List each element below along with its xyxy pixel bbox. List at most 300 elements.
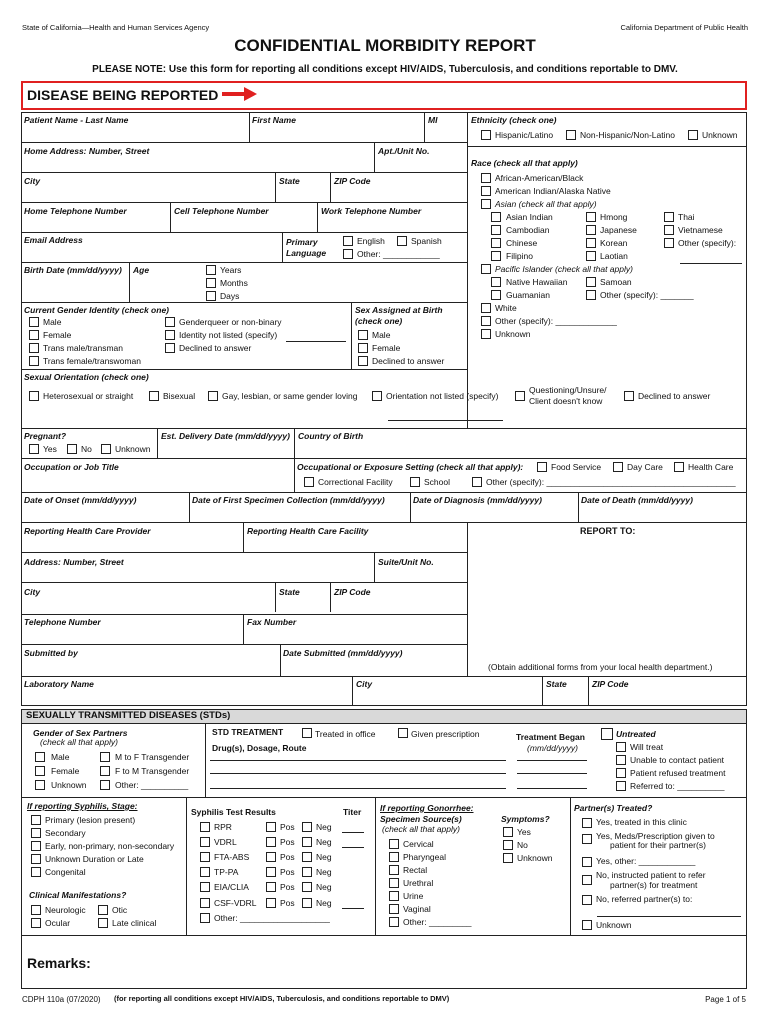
test-pos-checkbox[interactable] (266, 882, 276, 892)
report-to-label: REPORT TO: (580, 526, 636, 536)
test-pos-label: Pos (280, 882, 295, 892)
race-opt: Other (specify): _____________ (495, 316, 617, 326)
setting-checkbox[interactable] (472, 477, 482, 487)
pt-opt: Unknown (596, 920, 632, 930)
pi-opt: Native Hawaiian (506, 277, 568, 287)
gender-checkbox[interactable] (29, 330, 39, 340)
provider-state-label: State (279, 587, 300, 597)
primary-language-label: Language (286, 248, 327, 258)
race-opt: Asian (check all that apply) (495, 199, 597, 209)
syphilis-stage-title: If reporting Syphilis, Stage: (27, 801, 138, 811)
setting-opt: Health Care (688, 462, 734, 472)
clinical-checkbox[interactable] (98, 918, 108, 928)
ethnicity-opt: Hispanic/Latino (495, 130, 554, 140)
titer-field[interactable] (342, 908, 364, 909)
clinical-checkbox[interactable] (31, 905, 41, 915)
gono-opt: Urine (403, 891, 424, 901)
syphilis-stage-checkbox[interactable] (31, 815, 41, 825)
address-label: Home Address: Number, Street (24, 146, 150, 156)
cell-tel-label: Cell Telephone Number (174, 206, 269, 216)
gono-checkbox[interactable] (389, 904, 399, 914)
orientation-checkbox[interactable] (149, 391, 159, 401)
sex-opt: Declined to answer (372, 356, 445, 366)
syphilis-stage-checkbox[interactable] (31, 841, 41, 851)
gono-opt: Urethral (403, 878, 434, 888)
setting-opt: Day Care (627, 462, 663, 472)
clinical-checkbox[interactable] (31, 918, 41, 928)
remarks-label: Remarks: (27, 955, 91, 971)
asian-checkbox[interactable] (491, 212, 501, 222)
pregnant-checkbox[interactable] (67, 444, 77, 454)
asian-checkbox[interactable] (586, 225, 596, 235)
lang-opt: Spanish (411, 236, 442, 246)
pt-opt: patient for their partner(s) (610, 840, 706, 850)
given-rx-label: Given prescription (411, 729, 480, 739)
symptom-opt: No (517, 840, 528, 850)
footer-note: (for reporting all conditions except HIV/AIDS, Tuberculosis, and conditions reportable to DMV) (114, 994, 450, 1003)
gender-checkbox[interactable] (165, 343, 175, 353)
untreated-label: Untreated (616, 729, 656, 739)
provider-address-label: Address: Number, Street (24, 557, 124, 567)
clinical-opt: Late clinical (112, 918, 157, 928)
race-aa-checkbox[interactable] (481, 173, 491, 183)
symptom-checkbox[interactable] (503, 827, 513, 837)
pregnant-opt: No (81, 444, 92, 454)
gender-checkbox[interactable] (165, 330, 175, 340)
orientation-checkbox[interactable] (208, 391, 218, 401)
test-checkbox[interactable] (200, 822, 210, 832)
apt-label: Apt./Unit No. (378, 146, 430, 156)
asian-checkbox[interactable] (491, 238, 501, 248)
untreated-opt: Will treat (630, 742, 664, 752)
sex-opt: Female (372, 343, 401, 353)
gono-checkbox[interactable] (389, 917, 399, 927)
sex-opt: Male (372, 330, 391, 340)
untreated-opt: Patient refused treatment (630, 768, 726, 778)
asian-opt: Asian Indian (506, 212, 553, 222)
setting-label: Occupational or Exposure Setting (check all that apply): (297, 462, 524, 472)
pt-opt: Yes, treated in this clinic (596, 817, 687, 827)
gono-opt: Rectal (403, 865, 428, 875)
test-pos-label: Pos (280, 837, 295, 847)
onset-label: Date of Onset (mm/dd/yyyy) (24, 495, 137, 505)
test-checkbox[interactable] (200, 882, 210, 892)
test-neg-checkbox[interactable] (302, 867, 312, 877)
disease-label: DISEASE BEING REPORTED (27, 87, 219, 103)
clinical-opt: Neurologic (45, 905, 86, 915)
symptom-checkbox[interactable] (503, 840, 513, 850)
syphilis-stage-opt: Congenital (45, 867, 86, 877)
gender-checkbox[interactable] (29, 317, 39, 327)
test-neg-checkbox[interactable] (302, 882, 312, 892)
provider-fax-label: Fax Number (247, 617, 297, 627)
race-white-checkbox[interactable] (481, 303, 491, 313)
gender-checkbox[interactable] (29, 356, 39, 366)
state-label: State (279, 176, 300, 186)
asian-checkbox[interactable] (586, 212, 596, 222)
test-neg-label: Neg (316, 837, 332, 847)
lab-state-label: State (546, 679, 567, 689)
lang-opt: Other: ____________ (357, 249, 440, 259)
pt-opt: No, referred partner(s) to: (596, 894, 693, 904)
race-opt: Unknown (495, 329, 531, 339)
test-neg-checkbox[interactable] (302, 852, 312, 862)
partner-opt: Female (51, 766, 80, 776)
setting-opt: School (424, 477, 450, 487)
asian-opt: Thai (678, 212, 695, 222)
test-neg-label: Neg (316, 822, 332, 832)
sex-checkbox[interactable] (358, 330, 368, 340)
pt-opt: No, instructed patient to refer (596, 870, 706, 880)
orientation-title: Sexual Orientation (check one) (24, 372, 149, 382)
lang-opt: English (357, 236, 385, 246)
partner-checkbox[interactable] (100, 780, 110, 790)
race-opt: Pacific Islander (check all that apply) (495, 264, 633, 274)
asian-opt: Chinese (506, 238, 538, 248)
sex-title: Sex Assigned at Birth (355, 305, 443, 315)
treatment-began-label: Treatment Began (516, 732, 585, 742)
test-pos-label: Pos (280, 852, 295, 862)
test-pos-checkbox[interactable] (266, 822, 276, 832)
setting-checkbox[interactable] (537, 462, 547, 472)
last-name-label: Patient Name - Last Name (24, 115, 129, 125)
asian-opt: Other (specify): (678, 238, 737, 248)
pi-checkbox[interactable] (491, 290, 501, 300)
lang-spanish-checkbox[interactable] (397, 236, 407, 246)
provider-city-label: City (24, 587, 41, 597)
symptom-opt: Yes (517, 827, 531, 837)
pt-checkbox[interactable] (582, 875, 592, 885)
gono-checkbox[interactable] (389, 878, 399, 888)
test-pos-checkbox[interactable] (266, 867, 276, 877)
given-rx-checkbox[interactable] (398, 728, 408, 738)
ethnicity-title: Ethnicity (check one) (471, 115, 557, 125)
sex-title: (check one) (355, 316, 403, 326)
age-months-checkbox[interactable] (206, 278, 216, 288)
occupation-label: Occupation or Job Title (24, 462, 119, 472)
page-number: Page 1 of 5 (705, 995, 746, 1004)
pt-checkbox[interactable] (582, 818, 592, 828)
asian-opt: Cambodian (506, 225, 550, 235)
syphilis-stage-checkbox[interactable] (31, 867, 41, 877)
age-years-checkbox[interactable] (206, 265, 216, 275)
test-pos-label: Pos (280, 867, 295, 877)
syphilis-stage-opt: Secondary (45, 828, 86, 838)
agency-left: State of California—Health and Human Services Agency (22, 23, 210, 32)
untreated-opt: Referred to: __________ (630, 781, 725, 791)
partner-checkbox[interactable] (100, 766, 110, 776)
test-checkbox[interactable] (200, 852, 210, 862)
partner-checkbox[interactable] (35, 766, 45, 776)
pregnant-opt: Yes (43, 444, 57, 454)
untreated-opt-checkbox[interactable] (616, 768, 626, 778)
test-checkbox[interactable] (200, 867, 210, 877)
orientation-opt: Client doesn't know (529, 396, 603, 406)
partners-treated-title: Partner(s) Treated? (574, 803, 653, 813)
race-opt: African-American/Black (495, 173, 584, 183)
orientation-opt: Orientation not listed (specify) (386, 391, 499, 401)
age-unit: Days (220, 291, 240, 301)
titer-label: Titer (343, 807, 362, 817)
test-name: EIA/CLIA (214, 882, 249, 892)
pregnant-opt: Unknown (115, 444, 151, 454)
orientation-checkbox[interactable] (29, 391, 39, 401)
partner-opt: M to F Transgender (115, 752, 190, 762)
test-pos-checkbox[interactable] (266, 898, 276, 908)
orientation-checkbox[interactable] (624, 391, 634, 401)
gender-opt: Trans male/transman (43, 343, 123, 353)
setting-opt: Food Service (551, 462, 602, 472)
pt-opt: Yes, Meds/Prescription given to (596, 831, 715, 841)
untreated-opt: Unable to contact patient (630, 755, 725, 765)
first-name-label: First Name (252, 115, 296, 125)
partner-opt: F to M Transgender (115, 766, 190, 776)
form-code: CDPH 110a (07/2020) (22, 995, 101, 1004)
race-opt: American Indian/Alaska Native (495, 186, 611, 196)
drugs-label: Drug(s), Dosage, Route (212, 743, 307, 753)
test-name: RPR (214, 822, 232, 832)
clinical-opt: Otic (112, 905, 128, 915)
symptom-checkbox[interactable] (503, 853, 513, 863)
form-title: CONFIDENTIAL MORBIDITY REPORT (234, 36, 536, 55)
agency-right: California Department of Public Health (620, 23, 748, 32)
gono-checkbox[interactable] (389, 891, 399, 901)
specimen-label: Date of First Specimen Collection (mm/dd/yyyy) (192, 495, 385, 505)
test-pos-checkbox[interactable] (266, 852, 276, 862)
treated-office-checkbox[interactable] (302, 728, 312, 738)
test-checkbox[interactable] (200, 898, 210, 908)
gono-opt: Cervical (403, 839, 434, 849)
age-label: Age (133, 265, 150, 275)
pi-checkbox[interactable] (586, 277, 596, 287)
treatment-title: STD TREATMENT (212, 727, 284, 737)
pregnant-checkbox[interactable] (101, 444, 111, 454)
std-title: SEXUALLY TRANSMITTED DISEASES (STDs) (26, 710, 231, 721)
suite-label: Suite/Unit No. (378, 557, 434, 567)
test-checkbox[interactable] (200, 837, 210, 847)
gender-opt: Declined to answer (179, 343, 252, 353)
sex-checkbox[interactable] (358, 343, 368, 353)
pt-opt: Yes, other: ____________ (596, 856, 696, 866)
orientation-opt: Questioning/Unsure/ (529, 385, 607, 395)
ethnicity-nonhispanic-checkbox[interactable] (566, 130, 576, 140)
gono-opt: Other: _________ (403, 917, 472, 927)
titer-field[interactable] (342, 832, 364, 833)
gender-title: Current Gender Identity (check one) (24, 305, 169, 315)
test-neg-checkbox[interactable] (302, 898, 312, 908)
partner-opt: Other: __________ (115, 780, 189, 790)
city-label: City (24, 176, 41, 186)
gender-opt: Identity not listed (specify) (179, 330, 278, 340)
tests-title: Syphilis Test Results (191, 807, 276, 817)
ethnicity-opt: Non-Hispanic/Non-Latino (580, 130, 675, 140)
lang-other-checkbox[interactable] (343, 249, 353, 259)
pt-checkbox[interactable] (582, 834, 592, 844)
sex-checkbox[interactable] (358, 356, 368, 366)
birth-date-label: Birth Date (mm/dd/yyyy) (24, 265, 122, 275)
age-unit: Years (220, 265, 242, 275)
provider-zip-label: ZIP Code (334, 587, 371, 597)
syphilis-stage-checkbox[interactable] (31, 854, 41, 864)
pi-checkbox[interactable] (586, 290, 596, 300)
delivery-label: Est. Delivery Date (mm/dd/yyyy) (161, 431, 290, 441)
race-title: Race (check all that apply) (471, 158, 578, 168)
lab-label: Laboratory Name (24, 679, 94, 689)
lang-english-checkbox[interactable] (343, 236, 353, 246)
test-name: VDRL (214, 837, 237, 847)
gender-checkbox[interactable] (29, 343, 39, 353)
ethnicity-opt: Unknown (702, 130, 738, 140)
lab-zip-label: ZIP Code (592, 679, 629, 689)
test-name: TP-PA (214, 867, 239, 877)
age-days-checkbox[interactable] (206, 291, 216, 301)
pi-opt: Samoan (600, 277, 632, 287)
work-tel-label: Work Telephone Number (321, 206, 422, 216)
race-ai-checkbox[interactable] (481, 186, 491, 196)
orientation-opt: Gay, lesbian, or same gender loving (222, 391, 358, 401)
syphilis-stage-opt: Unknown Duration or Late (45, 854, 144, 864)
asian-checkbox[interactable] (586, 251, 596, 261)
gono-checkbox[interactable] (389, 839, 399, 849)
asian-opt: Filipino (506, 251, 533, 261)
age-unit: Months (220, 278, 248, 288)
untreated-opt-checkbox[interactable] (616, 742, 626, 752)
asian-opt: Korean (600, 238, 628, 248)
setting-checkbox[interactable] (613, 462, 623, 472)
test-pos-checkbox[interactable] (266, 837, 276, 847)
pregnant-title: Pregnant? (24, 431, 67, 441)
asian-checkbox[interactable] (491, 225, 501, 235)
titer-field[interactable] (342, 847, 364, 848)
setting-opt: Correctional Facility (318, 477, 393, 487)
lab-city-label: City (356, 679, 373, 689)
pt-checkbox[interactable] (582, 895, 592, 905)
orientation-checkbox[interactable] (372, 391, 382, 401)
race-other-checkbox[interactable] (481, 316, 491, 326)
untreated-checkbox[interactable] (601, 728, 613, 740)
clinical-checkbox[interactable] (98, 905, 108, 915)
gono-sub: (check all that apply) (382, 824, 460, 834)
test-pos-label: Pos (280, 822, 295, 832)
gender-opt: Female (43, 330, 72, 340)
partner-checkbox[interactable] (100, 752, 110, 762)
facility-label: Reporting Health Care Facility (247, 526, 369, 536)
test-neg-label: Neg (316, 882, 332, 892)
pi-opt: Other (specify): _______ (600, 290, 694, 300)
pi-checkbox[interactable] (491, 277, 501, 287)
date-submitted-label: Date Submitted (mm/dd/yyyy) (283, 648, 403, 658)
setting-checkbox[interactable] (674, 462, 684, 472)
test-neg-label: Neg (316, 898, 332, 908)
race-opt: White (495, 303, 517, 313)
gono-opt: Vaginal (403, 904, 431, 914)
diagnosis-label: Date of Diagnosis (mm/dd/yyyy) (413, 495, 542, 505)
gono-checkbox[interactable] (389, 852, 399, 862)
birth-country-label: Country of Birth (298, 431, 364, 441)
partner-checkbox[interactable] (35, 780, 45, 790)
email-label: Email Address (24, 235, 83, 245)
pt-checkbox[interactable] (582, 857, 592, 867)
syphilis-stage-opt: Early, non-primary, non-secondary (45, 841, 175, 851)
asian-checkbox[interactable] (586, 238, 596, 248)
setting-checkbox[interactable] (410, 477, 420, 487)
pt-opt: partner(s) for treatment (610, 880, 698, 890)
test-name: CSF-VDRL (214, 898, 257, 908)
test-neg-checkbox[interactable] (302, 837, 312, 847)
pregnant-checkbox[interactable] (29, 444, 39, 454)
treatment-began-sub: (mm/dd/yyyy) (527, 743, 578, 753)
syphilis-stage-checkbox[interactable] (31, 828, 41, 838)
zip-label: ZIP Code (334, 176, 371, 186)
orientation-opt: Heterosexual or straight (43, 391, 134, 401)
test-neg-label: Neg (316, 852, 332, 862)
race-asian-checkbox[interactable] (481, 199, 491, 209)
syphilis-stage-opt: Primary (lesion present) (45, 815, 136, 825)
partners-sub: (check all that apply) (40, 737, 118, 747)
pt-checkbox[interactable] (582, 920, 592, 930)
gono-checkbox[interactable] (389, 865, 399, 875)
ethnicity-hispanic-checkbox[interactable] (481, 130, 491, 140)
setting-checkbox[interactable] (304, 477, 314, 487)
asian-checkbox[interactable] (664, 225, 674, 235)
orientation-opt: Declined to answer (638, 391, 711, 401)
gono-opt: Pharyngeal (403, 852, 447, 862)
asian-checkbox[interactable] (491, 251, 501, 261)
gender-checkbox[interactable] (165, 317, 175, 327)
home-tel-label: Home Telephone Number (24, 206, 127, 216)
form-note: PLEASE NOTE: Use this form for reporting all conditions except HIV/AIDS, Tuberculosis, and conditions reportable to DMV. (92, 64, 678, 75)
mi-label: MI (428, 115, 438, 125)
partner-opt: Unknown (51, 780, 87, 790)
tests-other: Other: ___________________ (214, 913, 330, 923)
provider-tel-label: Telephone Number (24, 617, 101, 627)
test-neg-label: Neg (316, 867, 332, 877)
asian-checkbox[interactable] (664, 238, 674, 248)
gender-opt: Trans female/transwoman (43, 356, 141, 366)
race-unknown-checkbox[interactable] (481, 329, 491, 339)
symptoms-title: Symptoms? (501, 814, 550, 824)
asian-opt: Hmong (600, 212, 628, 222)
asian-opt: Vietnamese (678, 225, 723, 235)
arrow-right-icon (222, 86, 258, 102)
gono-sub: Specimen Source(s) (380, 814, 462, 824)
treated-office-label: Treated in office (315, 729, 376, 739)
untreated-opt-checkbox[interactable] (616, 755, 626, 765)
asian-checkbox[interactable] (664, 212, 674, 222)
race-pi-checkbox[interactable] (481, 264, 491, 274)
gender-opt: Male (43, 317, 62, 327)
ethnicity-unknown-checkbox[interactable] (688, 130, 698, 140)
asian-opt: Japanese (600, 225, 637, 235)
orientation-checkbox[interactable] (515, 391, 525, 401)
test-other-checkbox[interactable] (200, 913, 210, 923)
clinical-title: Clinical Manifestations? (29, 890, 127, 900)
partner-opt: Male (51, 752, 70, 762)
gono-title: If reporting Gonorrhee: (380, 803, 474, 813)
primary-language-label: Primary (286, 237, 318, 247)
clinical-opt: Ocular (45, 918, 71, 928)
provider-label: Reporting Health Care Provider (24, 526, 151, 536)
partner-checkbox[interactable] (35, 752, 45, 762)
death-label: Date of Death (mm/dd/yyyy) (581, 495, 693, 505)
submitted-by-label: Submitted by (24, 648, 78, 658)
asian-opt: Laotian (600, 251, 628, 261)
partners-title: Gender of Sex Partners (33, 728, 128, 738)
symptom-opt: Unknown (517, 853, 553, 863)
obtain-note: (Obtain additional forms from your local health department.) (488, 662, 713, 672)
test-neg-checkbox[interactable] (302, 822, 312, 832)
untreated-opt-checkbox[interactable] (616, 781, 626, 791)
